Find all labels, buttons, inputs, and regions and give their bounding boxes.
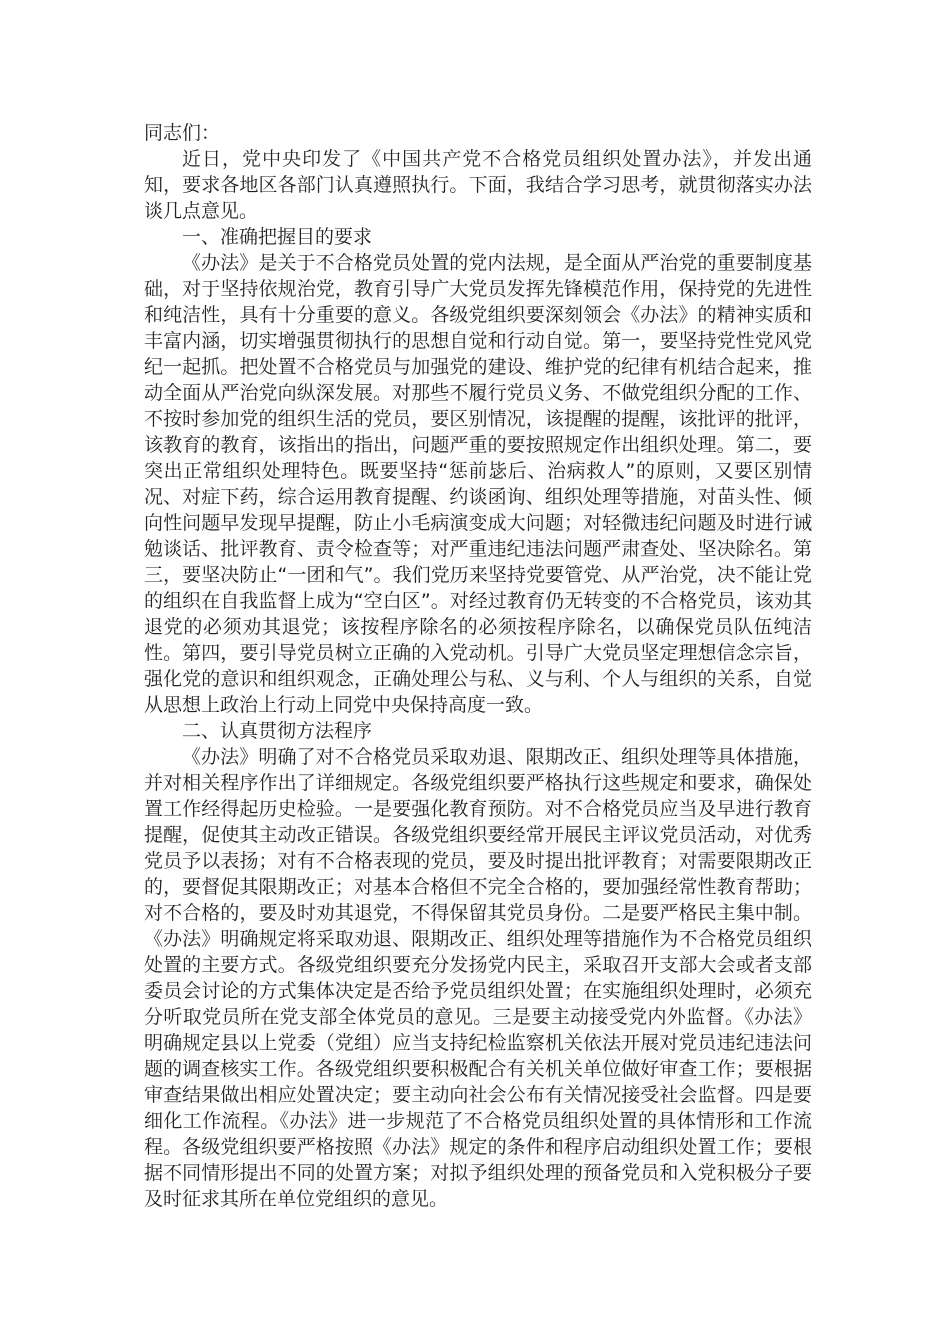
section-heading-1: 一、准确把握目的要求 <box>182 226 373 248</box>
section-body-2: 《办法》明确了对不合格党员采取劝退、限期改正、组织处理等具体措施，并对相关程序作出了详细规定。各级党组织要严格执行这些规定和要求，确保处置工作经得起历史检验。一是要强化教育预防。对不合格党员应当及早进行教育提醒，促使其主动改正错误。各级党组织要经常开展民主评议党员活动，对优秀党员予以表扬；对有不合格表现的党员，要及时提出批评教育；对需要限期改正的，要督促其限期改正；对基本合格但不完全合格的，要加强经常性教育帮助；对不合格的，要及时劝其退党，不得保留其党员身份。二是要严格民主集中制。《办法》明确规定将采取劝退、限期改正、组织处理等措施作为不合格党员组织处置的主要方式。各级党组织要充分发扬党内民主，采取召开支部大会或者支部委员会讨论的方式集体决定是否给予党员组织处置；在实施组织处理时，必须充分听取党员所在党支部全体党员的意见。三是要主动接受党内外监督。《办法》明确规定县以上党委（党组）应当支持纪检监察机关依法开展对党员违纪违法问题的调查核实工作。各级党组织要积极配合有关机关单位做好审查工作；要根据审查结果做出相应处置决定；要主动向社会公布有关情况接受社会监督。四是要细化工作流程。《办法》进一步规范了不合格党员组织处置的具体情形和工作流程。各级党组织要严格按照《办法》规定的条件和程序启动组织处置工作；要根据不同情形提出不同的处置方案；对拟予组织处理的预备党员和入党积极分子要及时征求其所在单位党组织的意见。 <box>144 746 812 1210</box>
document-body <box>144 120 812 1212</box>
intro-paragraph: 近日，党中央印发了《中国共产党不合格党员组织处置办法》，并发出通知，要求各地区各部门认真遵照执行。下面，我结合学习思考，就贯彻落实办法谈几点意见。 <box>144 148 812 222</box>
section-heading-2: 二、认真贯彻方法程序 <box>182 720 373 742</box>
section-body-1: 《办法》是关于不合格党员处置的党内法规，是全面从严治党的重要制度基础，对于坚持依规治党，教育引导广大党员发挥先锋模范作用，保持党的先进性和纯洁性，具有十分重要的意义。各级党组织要深刻领会《办法》的精神实质和丰富内涵，切实增强贯彻执行的思想自觉和行动自觉。第一，要坚持党性党风党纪一起抓。把处置不合格党员与加强党的建设、维护党的纪律有机结合起来，推动全面从严治党向纵深发展。对那些不履行党员义务、不做党组织分配的工作、不按时参加党的组织生活的党员，要区别情况，该提醒的提醒，该批评的批评，该教育的教育，该指出的指出，问题严重的要按照规定作出组织处理。第二，要突出正常组织处理特色。既要坚持“惩前毖后、治病救人”的原则，又要区别情况、对症下药，综合运用教育提醒、约谈函询、组织处理等措施，对苗头性、倾向性问题早发现早提醒，防止小毛病演变成大问题；对轻微违纪问题及时进行诫勉谈话、批评教育、责令检查等；对严重违纪违法问题严肃查处、坚决除名。第三，要坚决防止“一团和气”。我们党历来坚持党要管党、从严治党，决不能让党的组织在自我监督上成为“空白区”。对经过教育仍无转变的不合格党员，该劝其退党的必须劝其退党；该按程序除名的必须按程序除名，以确保党员队伍纯洁性。第四，要引导党员树立正确的入党动机。引导广大党员坚定理想信念宗旨，强化党的意识和组织观念，正确处理公与私、义与利、个人与组织的关系，自觉从思想上政治上行动上同党中央保持高度一致。 <box>144 252 812 716</box>
salutation: 同志们： <box>144 122 221 144</box>
